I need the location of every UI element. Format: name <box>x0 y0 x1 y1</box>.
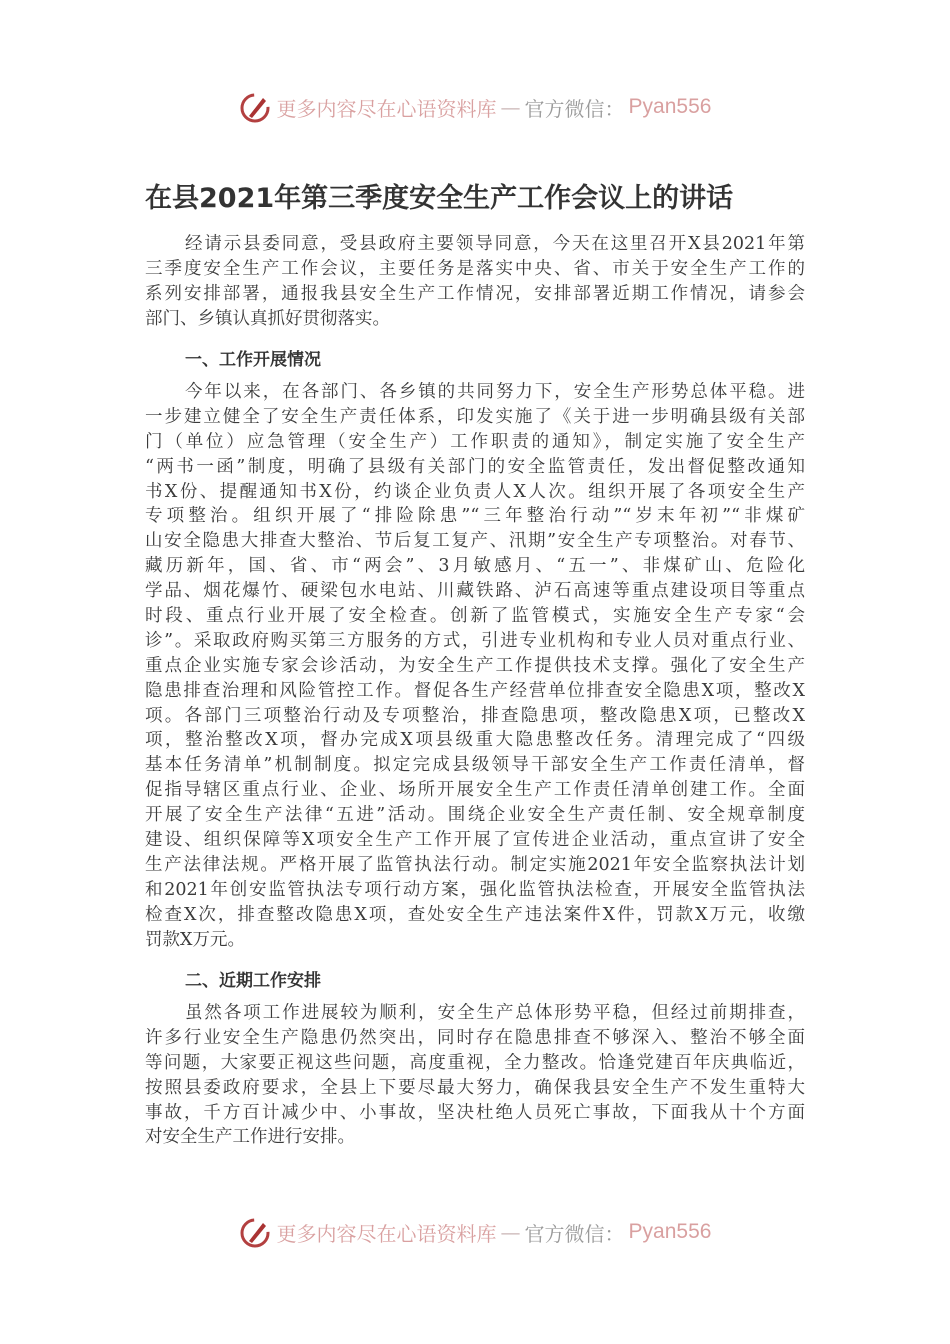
text-line: 事故，千方百计减少中、小事故，坚决杜绝人员死亡事故，下面我从十个方面 <box>145 1102 805 1123</box>
pen-logo-icon <box>239 1215 273 1249</box>
text-line: 经请示县委同意，受县政府主要领导同意，今天在这里召开X县2021年第 <box>185 234 805 254</box>
paragraph-work-progress <box>145 380 805 952</box>
watermark-header <box>0 90 950 124</box>
section-heading-1: 一、工作开展情况 <box>185 350 321 370</box>
text-line: 生产法律法规。严格开展了监管执法行动。制定实施2021年安全监察执法计划 <box>145 854 805 875</box>
text-line: 部门、乡镇认真抓好贯彻落实。 <box>145 308 390 329</box>
watermark-text: 更多内容尽在心语资料库 <box>276 1221 497 1246</box>
pen-logo-icon <box>239 90 273 124</box>
text-line: 虽然各项工作进展较为顺利，安全生产总体形势平稳，但经过前期排查， <box>185 1003 805 1023</box>
watermark-id: Pyan556 <box>628 1220 712 1243</box>
watermark-text: 更多内容尽在心语资料库 <box>276 96 497 121</box>
watermark-official: 官方微信： <box>524 96 625 121</box>
watermark-dash: — <box>500 1220 521 1244</box>
text-line: 对安全生产工作进行安排。 <box>145 1127 355 1148</box>
text-line: 系列安排部署，通报我县安全生产工作情况，安排部署近期工作情况，请参会 <box>145 283 805 304</box>
text-line: 门（单位）应急管理（安全生产）工作职责的通知》，制定实施了安全生产 <box>145 431 805 452</box>
text-line: 重点企业实施专家会诊活动，为安全生产工作提供技术支撑。强化了安全生产 <box>145 655 805 676</box>
text-line: 许多行业安全生产隐患仍然突出，同时存在隐患排查不够深入、整治不够全面 <box>145 1027 805 1048</box>
section-heading-2: 二、近期工作安排 <box>185 971 321 991</box>
watermark-footer <box>0 1215 950 1249</box>
text-line: 基本任务清单”机制制度。拟定完成县级领导干部安全生产工作责任清单，督 <box>145 755 805 776</box>
paragraph-intro <box>145 232 805 332</box>
watermark-id: Pyan556 <box>628 95 712 118</box>
text-line: 一步建立健全了安全生产责任体系，印发实施了《关于进一步明确县级有关部 <box>145 406 805 427</box>
text-line: 诊”。采取政府购买第三方服务的方式，引进专业机构和专业人员对重点行业、 <box>145 630 805 651</box>
text-line: 三季度安全生产工作会议，主要任务是落实中央、省、市关于安全生产工作的 <box>145 258 805 279</box>
text-line: 开展了安全生产法律“五进”活动。围绕企业安全生产责任制、安全规章制度 <box>145 805 805 826</box>
text-line: 项，整治整改X项，督办完成X项县级重大隐患整改任务。清理完成了“四级 <box>145 730 805 751</box>
text-line: 等问题，大家要正视这些问题，高度重视，全力整改。恰逢党建百年庆典临近， <box>145 1052 805 1073</box>
text-line: 建设、组织保障等X项安全生产工作开展了宣传进企业活动，重点宣讲了安全 <box>145 830 805 851</box>
text-line: 今年以来，在各部门、各乡镇的共同努力下，安全生产形势总体平稳。进 <box>185 382 805 402</box>
text-line: 隐患排查治理和风险管控工作。督促各生产经营单位排查安全隐患X项，整改X <box>145 680 805 701</box>
text-line: 专项整治。组织开展了“排险除患”“三年整治行动”“岁末年初”“非煤矿 <box>145 506 805 527</box>
text-line: 罚款X万元。 <box>145 929 245 950</box>
text-line: 时段、重点行业开展了安全检查。创新了监管模式，实施安全生产专家“会 <box>145 606 805 627</box>
text-line: 学品、烟花爆竹、硬梁包水电站、川藏铁路、泸石高速等重点建设项目等重点 <box>145 581 805 602</box>
watermark-official: 官方微信： <box>524 1221 625 1246</box>
paragraph-recent-plan <box>145 1001 805 1150</box>
document-title: 在县2021年第三季度安全生产工作会议上的讲话 <box>145 183 734 214</box>
text-line: 和2021年创安监管执法专项行动方案，强化监管执法检查，开展安全监管执法 <box>145 879 805 900</box>
text-line: 按照县委政府要求，全县上下要尽最大努力，确保我县安全生产不发生重特大 <box>145 1077 805 1098</box>
watermark-dash: — <box>500 95 521 119</box>
text-line: 促指导辖区重点行业、企业、场所开展安全生产工作责任清单创建工作。全面 <box>145 780 805 801</box>
text-line: 藏历新年，国、省、市“两会”、3月敏感月、“五一”、非煤矿山、危险化 <box>145 556 805 577</box>
text-line: 山安全隐患大排查大整治、节后复工复产、汛期”安全生产专项整治。对春节、 <box>145 531 805 552</box>
text-line: 书X份、提醒通知书X份，约谈企业负责人X人次。组织开展了各项安全生产 <box>145 481 805 502</box>
text-line: “两书一函”制度，明确了县级有关部门的安全监管责任，发出督促整改通知 <box>145 456 805 477</box>
text-line: 项。各部门三项整治行动及专项整治，排查隐患项，整改隐患X项，已整改X <box>145 705 805 726</box>
text-line: 检查X次，排查整改隐患X项，查处安全生产违法案件X件，罚款X万元，收缴 <box>145 904 805 925</box>
